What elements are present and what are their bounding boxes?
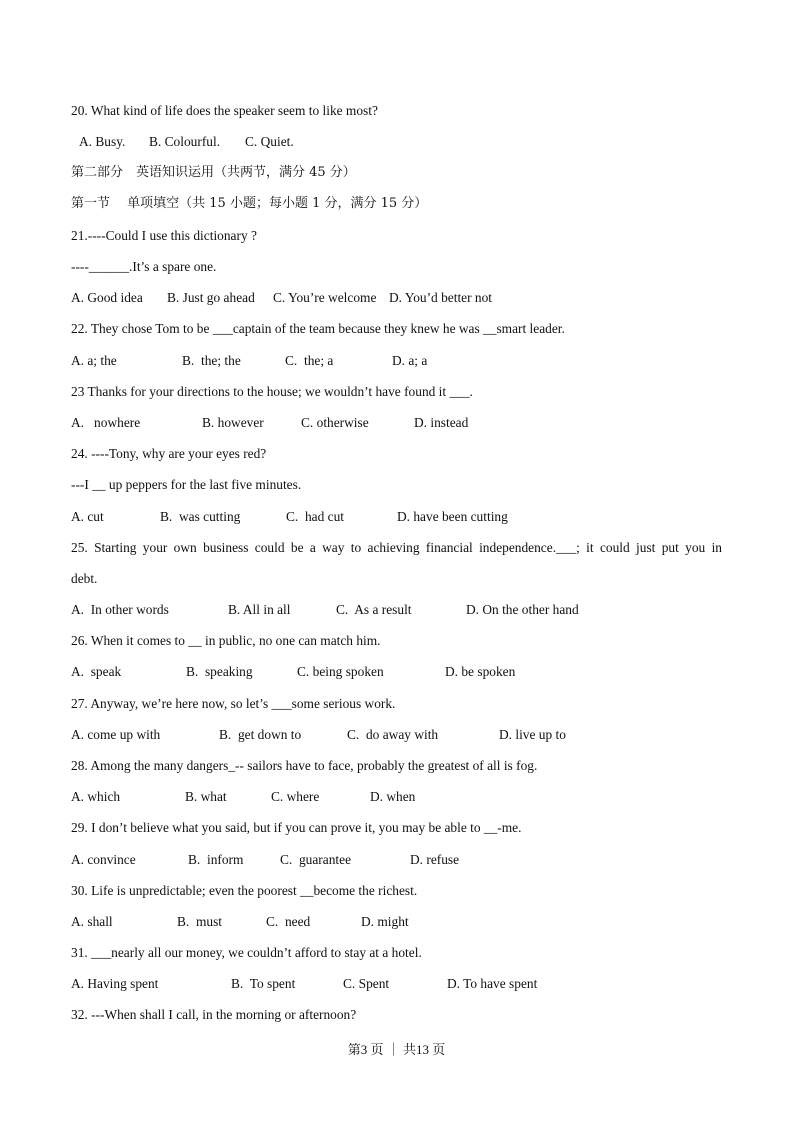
q21-option-c: C. You’re welcome: [273, 290, 377, 305]
q24-options: [71, 508, 508, 526]
q24-option-c: C. had cut: [286, 509, 345, 524]
page-footer: 第3 页 ｜ 共13 页: [347, 1042, 446, 1057]
q31-stem: 31. ___nearly all our money, we couldn’t afford to stay at a hotel.: [71, 945, 422, 960]
q23-option-a: A. nowhere: [71, 415, 141, 430]
q30-option-a: A. shall: [71, 914, 113, 929]
q20-stem: 20. What kind of life does the speaker seem to like most?: [71, 103, 378, 118]
q21-option-d: D. You’d better not: [389, 290, 493, 305]
q23-stem: 23 Thanks for your directions to the house; we wouldn’t have found it ___.: [71, 384, 473, 399]
q28-stem: 28. Among the many dangers_-- sailors have to face, probably the greatest of all is fog.: [71, 758, 538, 773]
q28-option-a: A. which: [71, 789, 121, 804]
q21-line-1: 21.----Could I use this dictionary ?: [71, 228, 257, 243]
q27-option-b: B. get down to: [219, 727, 302, 742]
section1-heading: 第一节 单项填空（共 15 小题；每小题 1 分，满分 15 分）: [71, 196, 428, 211]
q27-options: [71, 726, 566, 744]
q22-option-a: A. a; the: [71, 353, 117, 368]
q26-option-d: D. be spoken: [445, 664, 516, 679]
q22-options: [71, 352, 427, 370]
q24-option-d: D. have been cutting: [397, 509, 508, 524]
q31-option-c: C. Spent: [343, 976, 390, 991]
q30-option-d: D. might: [361, 914, 409, 929]
q29-options: [71, 851, 459, 869]
q24-option-b: B. was cutting: [160, 509, 241, 524]
q23-options: [71, 414, 468, 432]
q26-stem: 26. When it comes to __ in public, no one can match him.: [71, 633, 381, 648]
q27-option-d: D. live up to: [499, 727, 566, 742]
q30-stem: 30. Life is unpredictable; even the poorest __become the richest.: [71, 883, 418, 898]
q21-option-b: B. Just go ahead: [167, 290, 255, 305]
q20-options: [71, 133, 294, 151]
q31-option-b: B. To spent: [231, 976, 296, 991]
q20-option-a: A. Busy.: [79, 134, 126, 149]
q32-stem: 32. ---When shall I call, in the morning or afternoon?: [71, 1007, 357, 1022]
q26-option-a: A. speak: [71, 664, 122, 679]
q22-option-d: D. a; a: [392, 353, 428, 368]
q28-option-d: D. when: [370, 789, 416, 804]
q31-options: [71, 975, 537, 993]
q30-options: [71, 913, 409, 931]
q26-option-b: B. speaking: [186, 664, 253, 679]
q28-option-c: C. where: [271, 789, 320, 804]
q29-option-c: C. guarantee: [280, 852, 352, 867]
q31-option-d: D. To have spent: [447, 976, 538, 991]
q25-line-1: 25. Starting your own business could be a way to achieving financial independence.___; it could just put you in: [71, 540, 722, 555]
q30-option-c: C. need: [266, 914, 311, 929]
q26-option-c: C. being spoken: [297, 664, 384, 679]
q27-option-c: C. do away with: [347, 727, 439, 742]
q29-option-d: D. refuse: [410, 852, 460, 867]
q21-line-2: ----______.It’s a spare one.: [71, 259, 217, 274]
q23-option-b: B. however: [202, 415, 264, 430]
q30-option-b: B. must: [177, 914, 223, 929]
q21-options: [71, 289, 492, 307]
q25-options: [71, 601, 579, 619]
q29-option-a: A. convince: [71, 852, 136, 867]
q27-stem: 27. Anyway, we’re here now, so let’s ___some serious work.: [71, 696, 396, 711]
q28-option-b: B. what: [185, 789, 227, 804]
q24-line-1: 24. ----Tony, why are your eyes red?: [71, 446, 267, 461]
q23-option-c: C. otherwise: [301, 415, 369, 430]
q27-option-a: A. come up with: [71, 727, 161, 742]
q22-option-b: B. the; the: [182, 353, 241, 368]
q25-option-d: D. On the other hand: [466, 602, 579, 617]
q20-option-b: B. Colourful.: [149, 134, 221, 149]
q22-stem: 22. They chose Tom to be ___captain of the team because they knew he was __smart leader.: [71, 321, 565, 336]
q29-option-b: B. inform: [188, 852, 244, 867]
q25-option-a: A. In other words: [71, 602, 169, 617]
q22-option-c: C. the; a: [285, 353, 334, 368]
q24-option-a: A. cut: [71, 509, 104, 524]
q21-option-a: A. Good idea: [71, 290, 143, 305]
q24-line-2: ---I __ up peppers for the last five minutes.: [71, 477, 302, 492]
q31-option-a: A. Having spent: [71, 976, 159, 991]
q29-stem: 29. I don’t believe what you said, but if you can prove it, you may be able to __-me.: [71, 820, 522, 835]
q28-options: [71, 788, 415, 806]
q25-line-2: debt.: [71, 571, 98, 586]
q25-option-c: C. As a result: [336, 602, 412, 617]
q25-option-b: B. All in all: [228, 602, 291, 617]
q23-option-d: D. instead: [414, 415, 469, 430]
part2-heading: 第二部分 英语知识运用（共两节，满分 45 分）: [71, 165, 356, 180]
q26-options: [71, 663, 515, 681]
q20-option-c: C. Quiet.: [245, 134, 294, 149]
